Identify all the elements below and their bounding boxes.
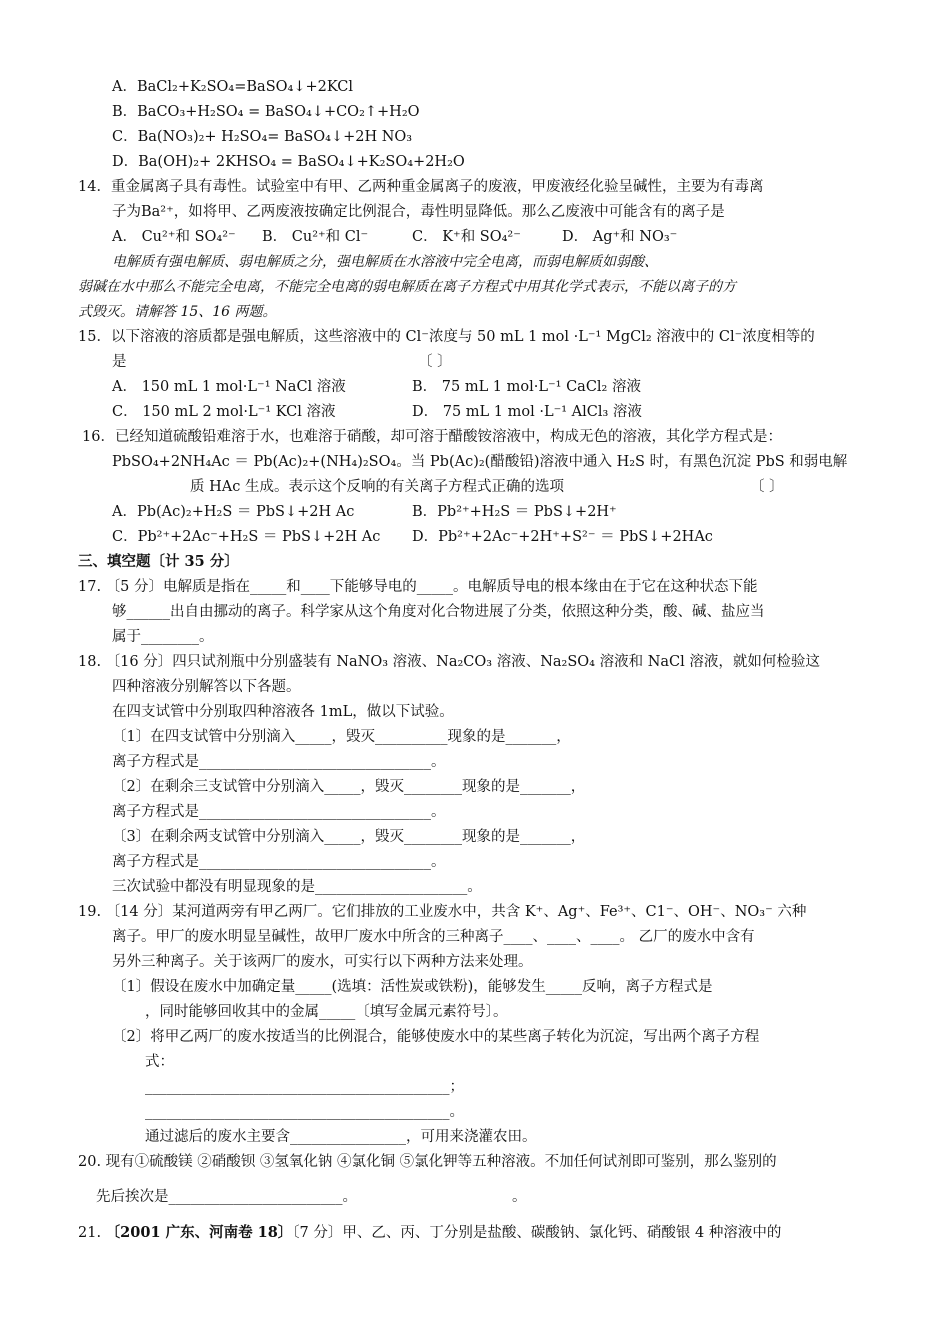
q15-stem-line2: 是 [112,354,127,370]
q16-option-c: C．Pb²⁺+2Ac⁻+H₂S ＝ PbS↓+2H Ac [112,529,381,545]
q14-option-a: A． Cu²⁺和 SO₄²⁻ [112,229,236,245]
q21-text: 〔7 分〕甲、乙、丙、丁分别是盐酸、碳酸钠、氯化钙、硝酸银 4 种溶液中的 [292,1225,782,1241]
q19-line1: 19. 〔14 分〕某河道两旁有甲乙两厂。它们排放的工业废水中，共含 K⁺、Ag⁺、Fe³⁺、C1⁻、OH⁻、NO₃⁻ 六种 [78,904,807,920]
q18-line1: 18. 〔16 分〕四只试剂瓶中分别盛装有 NaNO₃ 溶液、Na₂CO₃ 溶液、Na₂SO₄ 溶液和 NaCl 溶液，就如何检验这 [78,654,820,670]
q15-option-c: C． 150 mL 2 mol·L⁻¹ KCl 溶液 [112,404,336,420]
q15-option-b: B． 75 mL 1 mol·L⁻¹ CaCl₂ 溶液 [412,379,641,395]
q16-stem-line2: PbSO₄+2NH₄Ac ＝ Pb(Ac)₂+(NH₄)₂SO₄。当 Pb(Ac)₂(醋酸铅)溶液中通入 H₂S 时，有黑色沉淀 PbS 和弱电解 [112,454,848,470]
q18-step2-equation: 离子方程式是________________________________。 [112,804,446,820]
q20-line2: 先后挨次是________________________。 [96,1189,357,1205]
q13-option-a: A．BaCl₂+K₂SO₄=BaSO₄↓+2KCl [112,79,354,95]
q15-option-d: D． 75 mL 1 mol ·L⁻¹ AlCl₃ 溶液 [412,404,642,420]
q14-option-c: C． K⁺和 SO₄²⁻ [412,229,521,245]
q18-step1-test: 〔1〕在四支试管中分别滴入_____，毁灭__________现象的是_______， [112,729,571,745]
q19-after: 通过滤后的废水主要含________________，可用来浇灌农田。 [145,1129,537,1145]
q19-part2-line1: 〔2〕将甲乙两厂的废水按适当的比例混合，能够使废水中的某些离子转化为沉淀，写出两个离子方程 [112,1029,760,1045]
q21-line1 [78,1222,781,1244]
q16-stem-line3: 质 HAc 生成。表示这个反响的有关离子方程式正确的选项 [190,479,564,495]
q13-option-c: C．Ba(NO₃)₂+ H₂SO₄= BaSO₄↓+2H NO₃ [112,129,413,145]
q16-option-d: D．Pb²⁺+2Ac⁻+2H⁺+S²⁻ ＝ PbS↓+2HAc [412,529,713,545]
q13-option-b: B．BaCO₃+H₂SO₄ = BaSO₄↓+CO₂↑+H₂O [112,104,420,120]
q16-option-b: B．Pb²⁺+H₂S ＝ PbS↓+2H⁺ [412,504,617,520]
q20-line1: 20. 现有①硫酸镁 ②硝酸钡 ③氢氧化钠 ④氯化铜 ⑤氯化钾等五种溶液。不加任何试剂即可鉴别，那么鉴别的 [78,1154,777,1170]
q18-step2-test: 〔2〕在剩余三支试管中分别滴入_____，毁灭________现象的是_______， [112,779,586,795]
intro-line1: 电解质有强电解质、弱电解质之分，强电解质在水溶液中完全电离，而弱电解质如弱酸、 [112,254,658,270]
q16-answer-bracket: 〔 〕 [750,479,784,495]
q18-step3-test: 〔3〕在剩余两支试管中分别滴入_____，毁灭________现象的是_______， [112,829,586,845]
q14-option-b: B． Cu²⁺和 Cl⁻ [262,229,369,245]
q15-stem-line1: 15．以下溶液的溶质都是强电解质，这些溶液中的 Cl⁻浓度与 50 mL 1 mol ·L⁻¹ MgCl₂ 溶液中的 Cl⁻浓度相等的 [78,329,815,345]
q16-option-a: A．Pb(Ac)₂+H₂S ＝ PbS↓+2H Ac [112,504,355,520]
q18-line2: 四种溶液分别解答以下各题。 [112,679,301,695]
q18-last: 三次试验中都没有明显现象的是_____________________。 [112,879,482,895]
q18-line3: 在四支试管中分别取四种溶液各 1mL，做以下试验。 [112,704,454,720]
q19-line3: 另外三种离子。关于该两厂的废水，可实行以下两种方法来处理。 [112,954,533,970]
q19-part2-line2: 式： [145,1054,174,1070]
q21-number: 21. [78,1225,106,1241]
q14-stem-line2: 子为Ba²⁺，如将甲、乙两废液按确定比例混合，毒性明显降低。那么乙废液中可能含有的离子是 [112,204,725,220]
q14-stem-line1: 14．重金属离子具有毒性。试验室中有甲、乙两种重金属离子的废液，甲废液经化验呈碱性，主要为有毒离 [78,179,764,195]
q17-line1: 17. 〔5 分〕电解质是指在_____和____下能够导电的_____。电解质导电的根本缘由在于它在这种状态下能 [78,579,758,595]
q19-answer-blank-1: __________________________________________； [145,1079,464,1095]
q14-option-d: D． Ag⁺和 NO₃⁻ [562,229,678,245]
section-heading: 三、填空题〔计 35 分〕 [78,553,239,570]
q15-option-a: A． 150 mL 1 mol·L⁻¹ NaCl 溶液 [112,379,346,395]
q18-step1-equation: 离子方程式是________________________________。 [112,754,446,770]
q15-answer-bracket: 〔 〕 [418,354,452,370]
q17-line2: 够______出自由挪动的离子。科学家从这个角度对化合物进展了分类，依照这种分类，酸、碱、盐应当 [112,604,765,620]
q17-line3: 属于________。 [112,629,214,645]
q19-part1-line1: 〔1〕假设在废水中加确定量_____(选填：活性炭或铁粉)，能够发生_____反响，离子方程式是 [112,979,713,995]
intro-line3: 式毁灭。请解答 15、16 两题。 [78,304,277,320]
q13-option-d: D．Ba(OH)₂+ 2KHSO₄ = BaSO₄↓+K₂SO₄+2H₂O [112,154,465,170]
q19-line2: 离子。甲厂的废水明显呈碱性，故甲厂废水中所含的三种离子____、____、____。 乙厂的废水中含有 [112,929,755,945]
q16-stem-line1: 16．已经知道硫酸铅难溶于水，也难溶于硝酸，却可溶于醋酸铵溶液中，构成无色的溶液，其化学方程式是： [82,429,782,445]
q20-trailing-mark: 。 [512,1189,527,1205]
intro-line2: 弱碱在水中那么不能完全电离，不能完全电离的弱电解质在离子方程式中用其化学式表示，不能以离子的方 [78,279,736,295]
q19-answer-blank-2: __________________________________________。 [145,1104,464,1120]
q19-part1-line2: ，同时能够回收其中的金属_____〔填写金属元素符号〕。 [145,1004,508,1020]
q21-source: 〔2001 广东、河南卷 18〕 [105,1224,293,1241]
q18-step3-equation: 离子方程式是________________________________。 [112,854,446,870]
